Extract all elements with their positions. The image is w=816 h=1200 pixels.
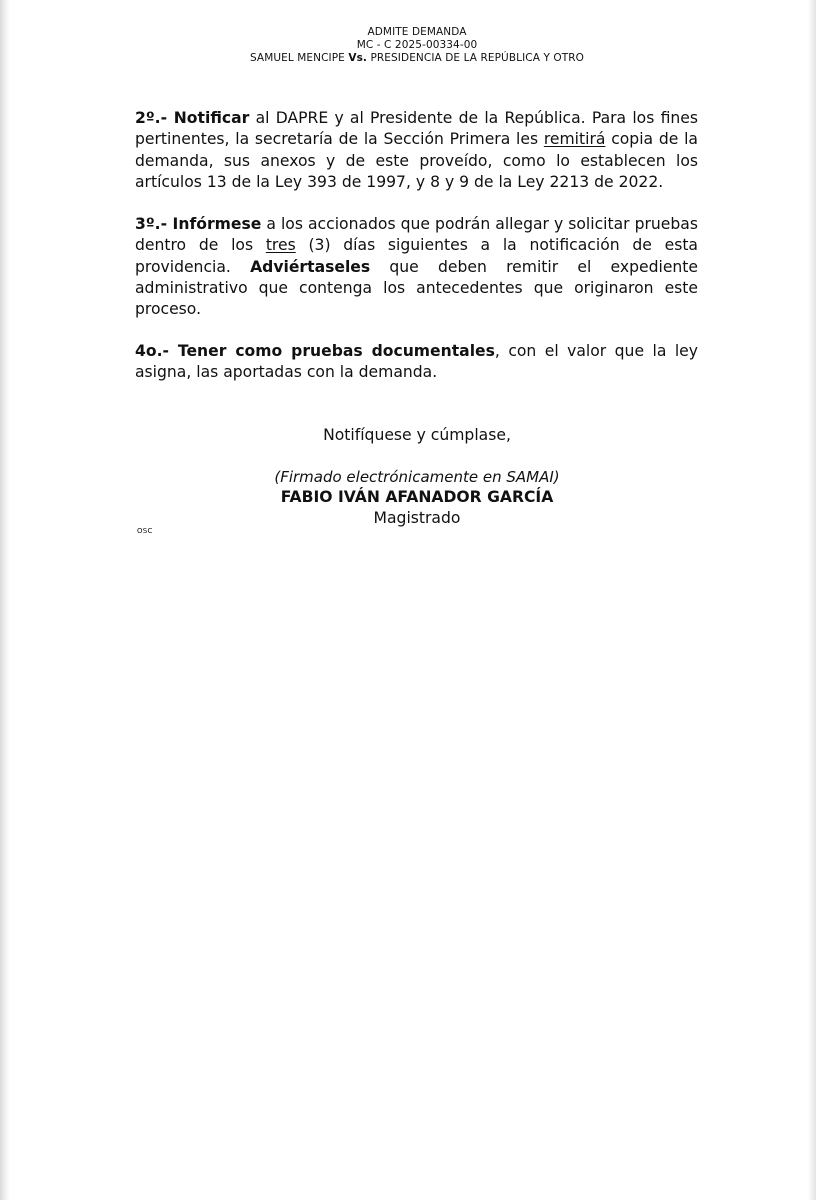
signer-name: FABIO IVÁN AFANADOR GARCÍA [280, 488, 554, 506]
item-4-text-1: , con el valor que la ley asigna, las aportadas con la demanda. [135, 342, 698, 382]
page-left-edge [0, 0, 10, 1200]
signer-role: Magistrado [373, 509, 461, 527]
item-4-label: 4o.- Tener como pruebas documentales [135, 342, 495, 360]
item-3-text-3: que deben remitir el expediente administrativo que contenga los antecedentes que originaron este proceso. [135, 257, 699, 319]
header-versus: Vs. [348, 52, 368, 64]
drafter-initials: OSC [137, 527, 153, 535]
item-3-text-2: (3) días siguientes a la notificación de esta providencia. [135, 236, 698, 276]
item-3-text-1: a los accionados que podrán allegar y solicitar pruebas dentro de los [135, 215, 698, 255]
closing-formula: Notifíquese y cúmplase, [323, 426, 511, 444]
document-header [0, 26, 816, 65]
header-parties [0, 52, 816, 65]
header-case-number: MC - C 2025-00334-00 [356, 39, 478, 51]
electronic-signature-note: (Firmado electrónicamente en SAMAI) [274, 468, 560, 486]
header-title: ADMITE DEMANDA [367, 26, 467, 38]
page-right-edge [808, 0, 816, 1200]
item-2-text-2: copia de la demanda, sus anexos y de este proveído, como lo establecen los artículos 13 de la Ley 393 de 1997, y 8 y 9 de la Ley 2213 de 2022. [135, 130, 698, 191]
paragraph-item-4 [135, 341, 698, 384]
item-2-text-1: al DAPRE y al Presidente de la República. Para los fines pertinentes, la secretaría de la Sección Primera les [135, 109, 698, 149]
header-defendant: PRESIDENCIA DE LA REPÚBLICA Y OTRO [370, 52, 585, 64]
paragraph-item-2 [135, 108, 698, 193]
paragraph-item-3 [135, 214, 698, 320]
item-2-label: 2º.- Notificar [135, 109, 250, 127]
item-2-underlined: remitirá [543, 130, 606, 149]
item-3-label: 3º.- Infórmese [135, 215, 262, 233]
item-3-bold: Adviértaseles [250, 257, 371, 276]
item-3-underlined: tres [265, 236, 296, 255]
header-plaintiff: SAMUEL MENCIPE [249, 52, 345, 64]
